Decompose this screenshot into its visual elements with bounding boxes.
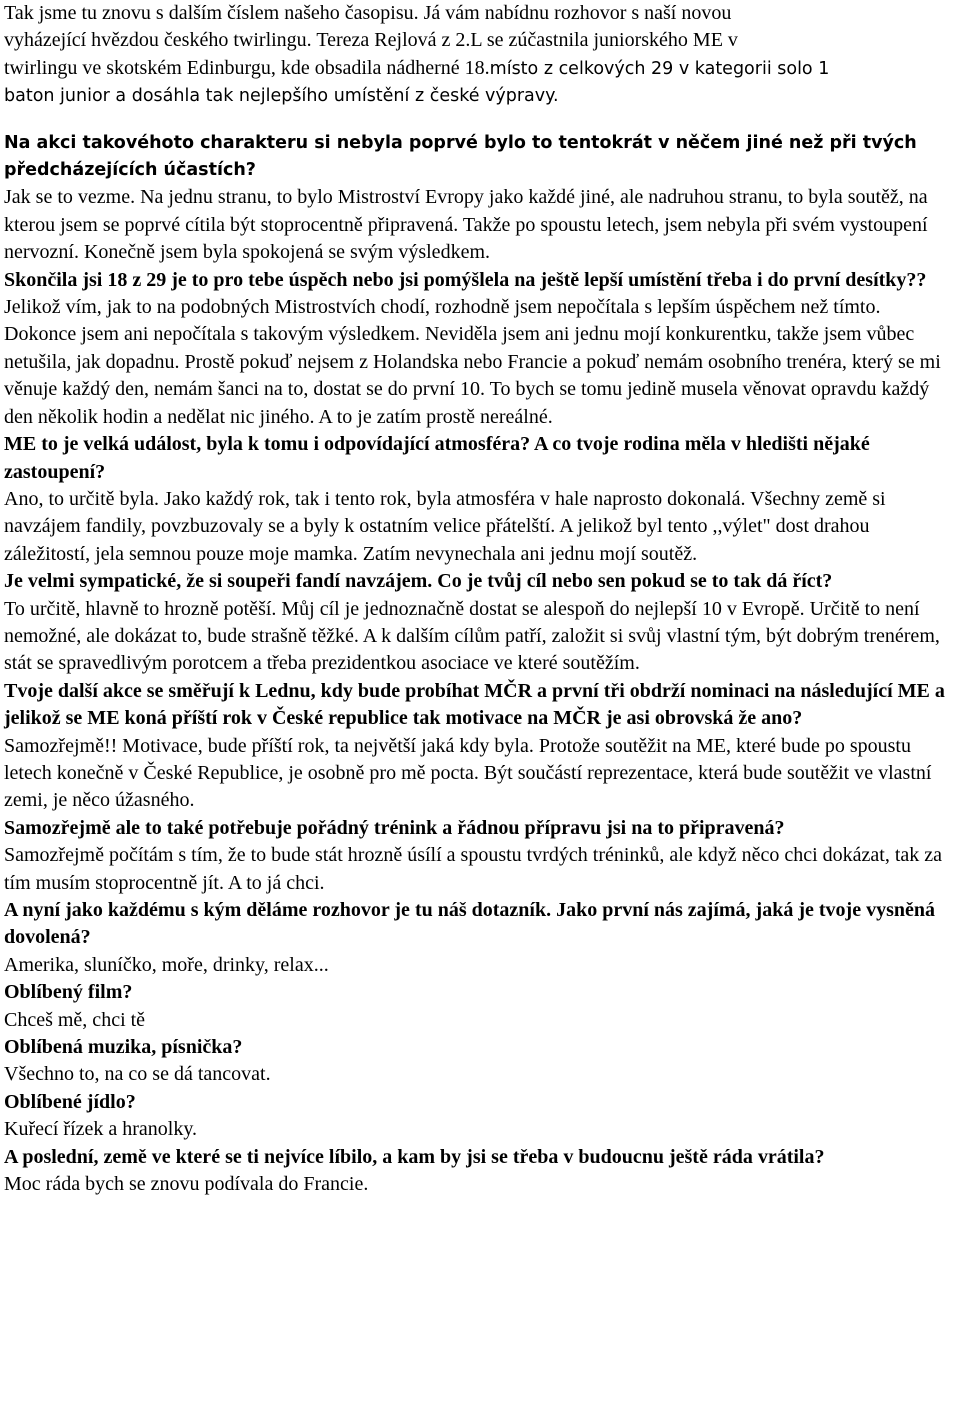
answer-9: Všechno to, na co se dá tancovat.	[4, 1063, 271, 1086]
question-10: Oblíbené jídlo?	[4, 1090, 136, 1113]
question-7: A nyní jako každému s kým děláme rozhovor je tu náš dotazník. Jako první nás zajímá, jaká je tvoje vysněná dovolená?	[4, 899, 935, 949]
answer-1: Jak se to vezme. Na jednu stranu, to bylo Mistroství Evropy jako každé jiné, ale nadruhou stranu, to byla soutěž, na kterou jsem se poprvé cítila být stoprocentně připravená. Takže po spoustu letech, jsem nebyla při svém vystoupení nervozní. Konečně jsem byla spokojená se svým výsledkem.	[4, 186, 928, 264]
answer-6: Samozřejmě počítám s tím, že to bude stát hrozně úsílí a spoustu tvrdých tréninků, ale když něco chci dokázat, tak za tím musím stoprocentně jít. A to já chci.	[4, 844, 943, 894]
answer-10: Kuřecí řízek a hranolky.	[4, 1118, 198, 1141]
intro-line-2: vyházející hvězdou českého twirlingu. Tereza Rejlová z 2.L se zúčastnila juniorského ME v	[4, 29, 738, 52]
answer-2: Jelikož vím, jak to na podobných Mistrostvích chodí, rozhodně jsem nepočítala s lepším úspěchem než tímto. Dokonce jsem ani nepočítala s takovým výsledkem. Neviděla jsem ani jednu mojí konkurentku, takže jsem vůbec netušila, jak dopadnu. Prostě pokuď nejsem z Holandska nebo Francie a pokuď nemám osobního trenéra, který se mi věnuje každý den, nemám šanci na to, dostat se do první 10. To bych se tomu jedině musela věnovat opravdu každý den několik hodin a nedělat nic jiného. A to je zatím prostě nereálné.	[4, 296, 941, 428]
answer-11: Moc ráda bych se znovu podívala do Francie.	[4, 1173, 369, 1196]
intro-line-4: baton junior a dosáhla tak nejlepšího umístění z české výpravy.	[4, 86, 559, 107]
answer-8: Chceš mě, chci tě	[4, 1008, 146, 1031]
question-5: Tvoje další akce se směřují k Lednu, kdy bude probíhat MČR a první tři obdrží nominaci na následující ME a jelikož se ME koná příští rok v České republice tak motivace na MČR je asi obrovská že ano?	[4, 679, 945, 730]
intro-line-3	[4, 55, 956, 83]
question-1: Na akci takovéhoto charakteru si nebyla poprvé bylo to tentokrát v něčem jiné než při tvých předcházejících účastích?	[4, 132, 917, 181]
answer-4: To určitě, hlavně to hrozně potěší. Můj cíl je jednoznačně dostat se alespoň do nejlepší 10 v Evropě. Určitě to není nemožné, ale dokázat to, bude strašně těžké. A k dalším cílům patří, založit si svůj vlastní tým, být dobrým trenérem, stát se spravedlivým porotcem a třeba prezidentkou asociace ve které soutěžím.	[4, 597, 940, 675]
question-3: ME to je velká událost, byla k tomu i odpovídající atmosféra? A co tvoje rodina měla v hledišti nějaké zastoupení?	[4, 433, 870, 483]
question-9: Oblíbená muzika, písnička?	[4, 1036, 243, 1059]
question-8: Oblíbený film?	[4, 981, 133, 1004]
question-11: A poslední, země ve které se ti nejvíce líbilo, a kam by jsi se třeba v budoucnu ještě ráda vrátila?	[4, 1145, 825, 1168]
answer-5: Samozřejmě!! Motivace, bude příští rok, ta největší jaká kdy byla. Protože soutěžit na ME, které bude po spoustu letech konečně v České Republice, je osobně pro mě pocta. Být součástí reprezentace, která bude soutěžit ve vlastní zemi, je něco úžasného.	[4, 734, 932, 812]
question-4: Je velmi sympatické, že si soupeři fandí navzájem. Co je tvůj cíl nebo sen pokud se to tak dá říct?	[4, 570, 833, 593]
intro-line-3-sans: místo z celkových 29 v kategorii solo 1	[489, 58, 830, 79]
question-2: Skončila jsi 18 z 29 je to pro tebe úspěch nebo jsi pomýšlela na ještě lepší umístění třeba i do první desítky??	[4, 268, 927, 291]
paragraph-gap	[4, 111, 956, 130]
answer-3: Ano, to určitě byla. Jako každý rok, tak i tento rok, byla atmosféra v hale naprosto dokonalá. Všechny země si navzájem fandily, povzbuzovaly se a byly k ostatním velice přátelští. A jelikož byl tento ,,výlet" dost drahou záležitostí, jela semnou pouze moje mamka. Zatím nevynechala ani jednu mojí soutěž.	[4, 487, 886, 565]
answer-7: Amerika, sluníčko, moře, drinky, relax...	[4, 953, 329, 976]
intro-paragraph	[4, 0, 956, 111]
intro-line-1: Tak jsme tu znovu s dalším číslem našeho časopisu. Já vám nabídnu rozhovor s naší novou	[4, 2, 732, 24]
intro-line-3-serif: twirlingu ve skotském Edinburgu, kde obsadila nádherné 18.	[4, 56, 490, 79]
question-6: Samozřejmě ale to také potřebuje pořádný trénink a řádnou přípravu jsi na to připravená?	[4, 816, 785, 839]
